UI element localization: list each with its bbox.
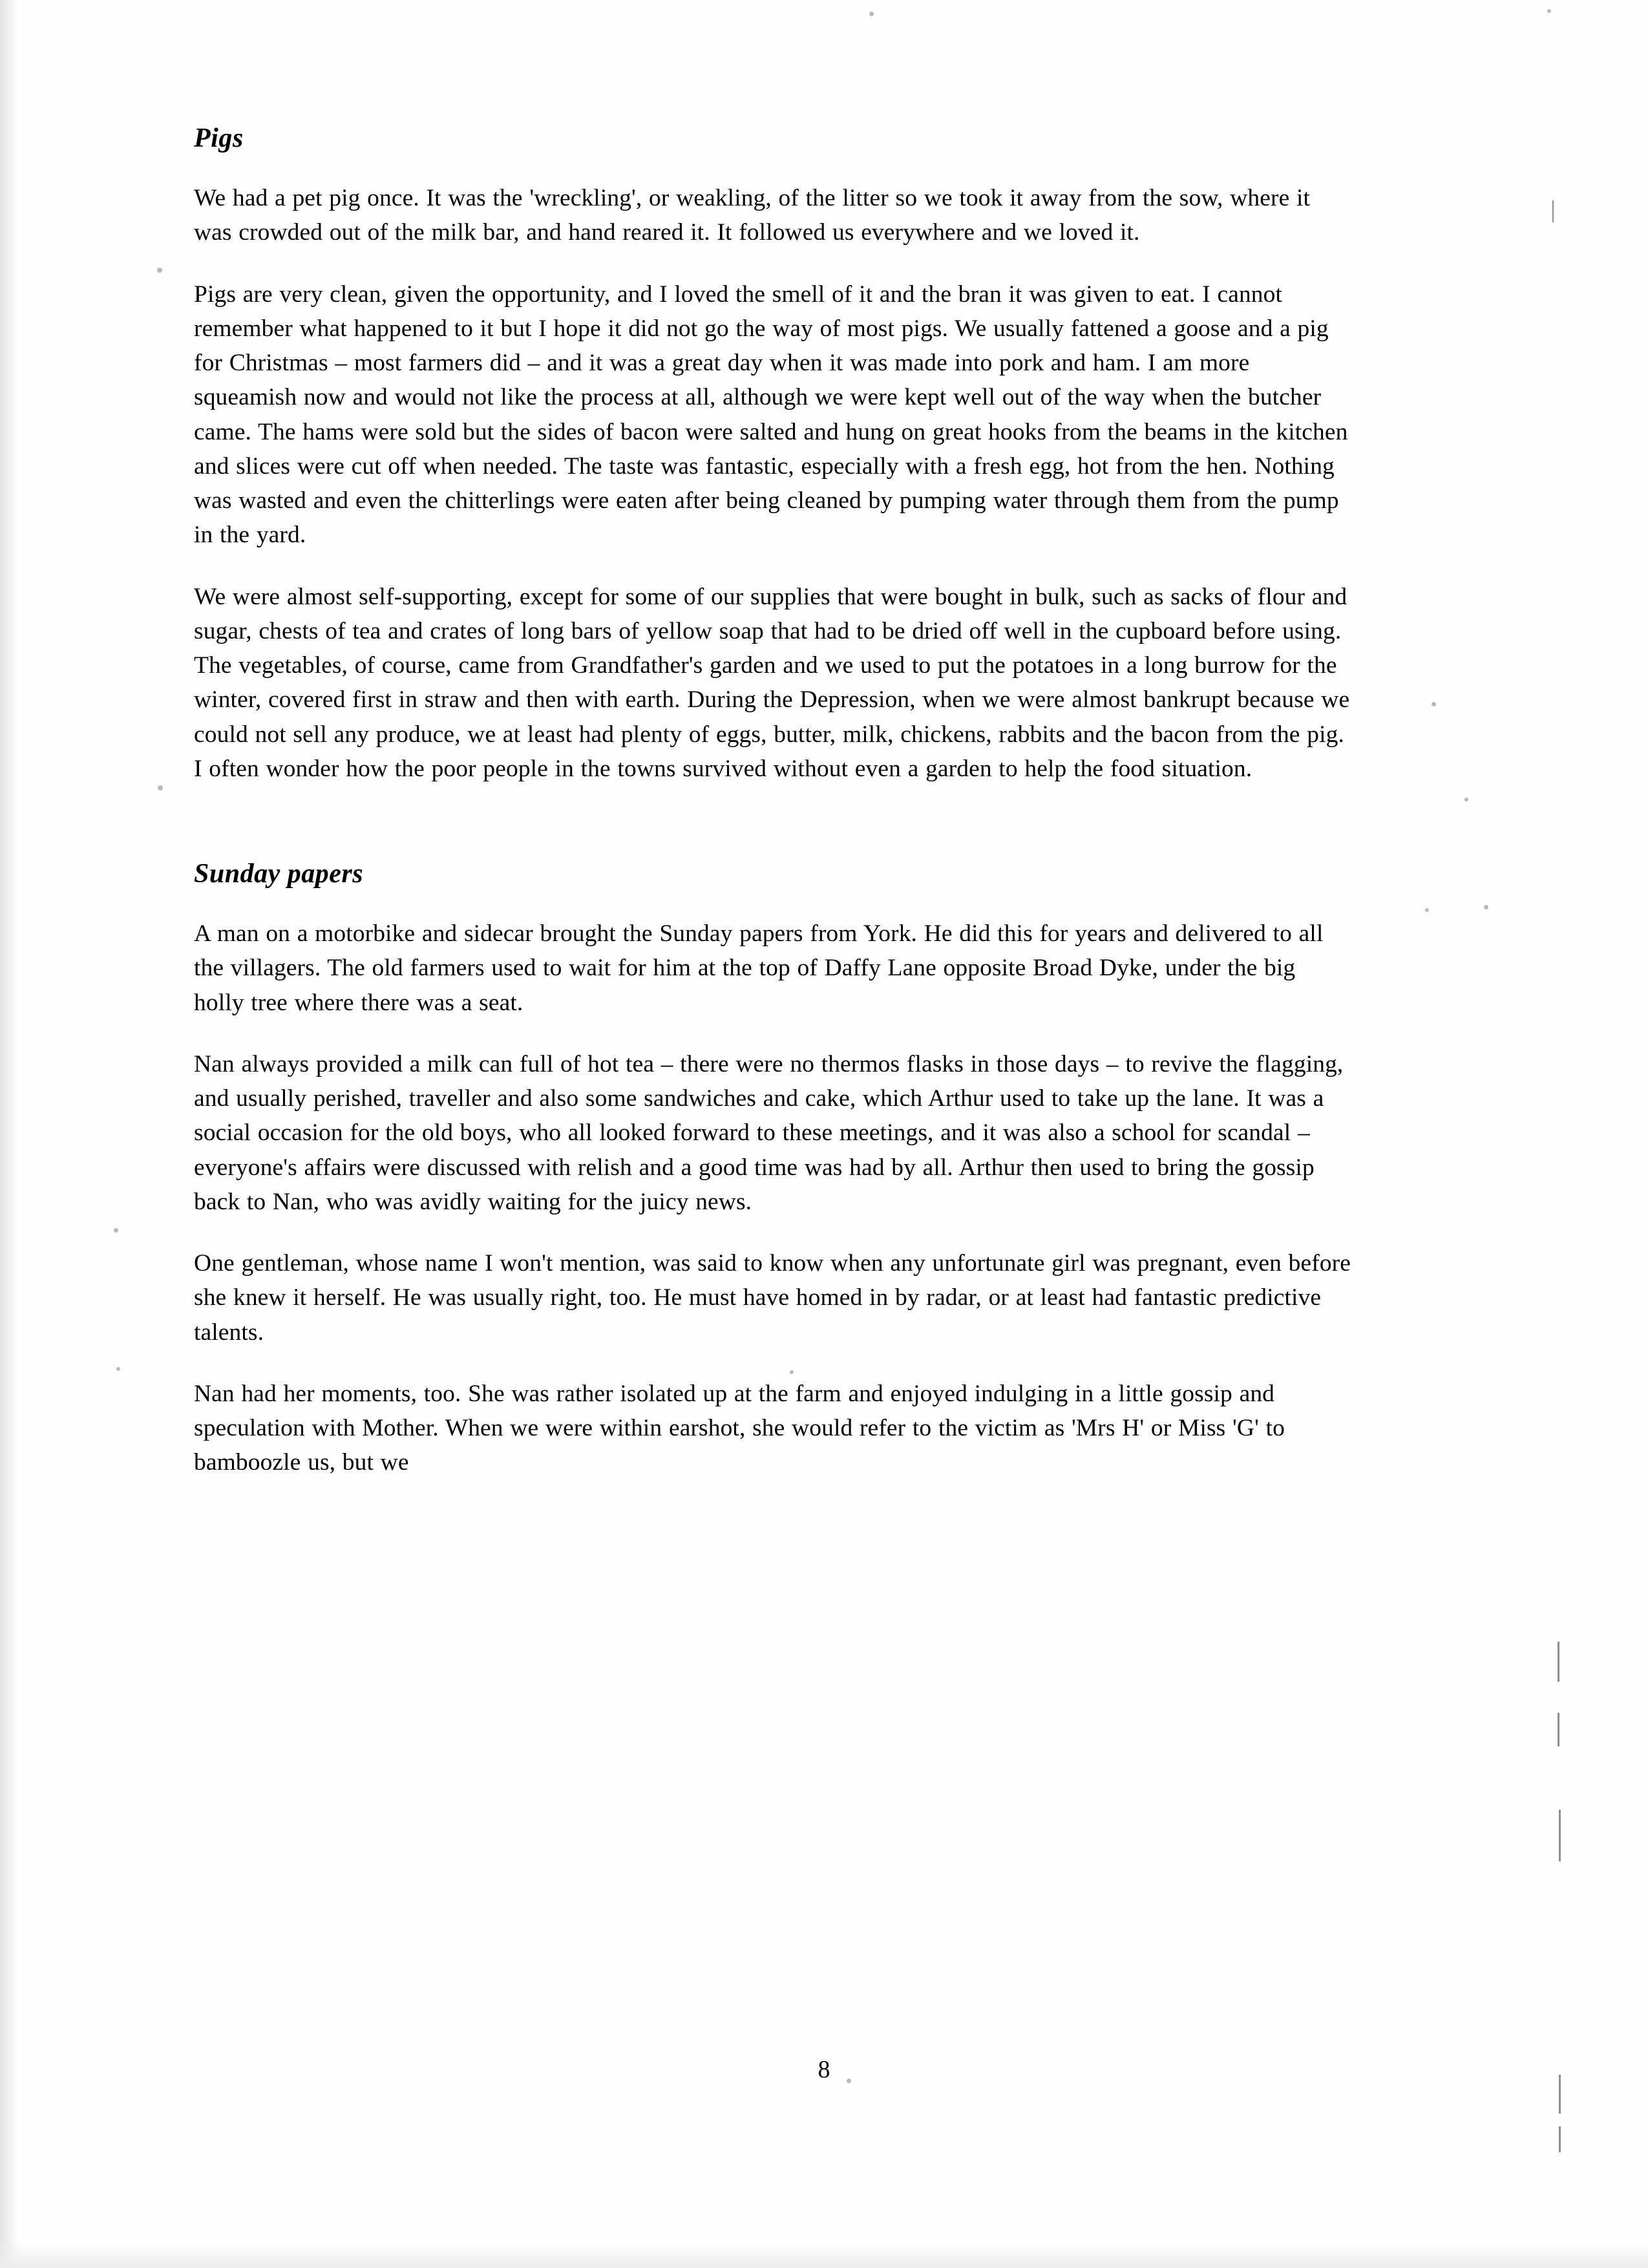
paragraph: We had a pet pig once. It was the 'wreckling', or weakling, of the litter so we took it away from the sow, where it was crowded out of the milk bar, and hand reared it. It followed us everywhere and we loved it. (194, 185, 1311, 246)
paragraph: Nan had her moments, too. She was rather isolated up at the farm and enjoyed indulging in a little gossip and speculation with Mother. When we were within earshot, she would refer to the victim as 'Mrs H' or Miss 'G' to bamboozle us, but we (194, 1380, 1285, 1476)
scan-edge-shading (0, 0, 18, 2268)
scan-speck (1431, 702, 1436, 706)
paragraph: Nan always provided a milk can full of hot tea – there were no thermos flasks in those days – to revive the flagging, and usually perished, traveller and also some sandwiches and cake, which Arthur used to take up the lane. It was a social occasion for the old boys, who all looked forward to these meetings, and it was also a school for scandal – everyone's affairs were discussed with relish and a good time was had by all. Arthur then used to bring the gossip back to Nan, who was avidly waiting for the juicy news. (194, 1050, 1344, 1215)
scan-edge-mark (1558, 1713, 1559, 1746)
scan-speck (1425, 908, 1429, 912)
scan-speck (1484, 905, 1488, 909)
page-number: 8 (818, 2056, 830, 2083)
section-heading-sunday-papers: Sunday papers (194, 859, 364, 889)
scan-speck (116, 1367, 120, 1371)
scan-edge-mark (1559, 1810, 1561, 1861)
paragraph: Pigs are very clean, given the opportunity, and I loved the smell of it and the bran it was given to eat. I cannot remember what happened to it but I hope it did not go the way of most pigs. We usually fattened a goose and a pig for Christmas – most farmers did – and it was a great day when it was made into pork and ham. I am more squeamish now and would not like the process at all, although we were kept well out of the way when the butcher came. The hams were sold but the sides of bacon were salted and hung on great hooks from the beams in the kitchen and slices were cut off when needed. The taste was fantastic, especially with a fresh egg, hot from the hen. Nothing was wasted and even the chitterlings were eaten after being cleaned by pumping water through them from the pump in the yard. (194, 281, 1348, 549)
scan-bottom-shading (0, 2242, 1648, 2268)
section-pigs (194, 123, 1351, 786)
scan-speck (157, 268, 162, 273)
section-sunday-papers (194, 858, 1351, 1480)
scan-speck (869, 12, 874, 16)
section-heading-pigs: Pigs (194, 123, 244, 153)
scan-edge-mark (1559, 2126, 1561, 2152)
paragraph: We were almost self-supporting, except for some of our supplies that were bought in bulk, such as sacks of flour and sugar, chests of tea and crates of long bars of yellow soap that had to be dried off well in the cupboard before using. The vegetables, of course, came from Grandfather's garden and we used to put the potatoes in a long burrow for the winter, covered first in straw and then with earth. During the Depression, when we were almost bankrupt because we could not sell any produce, we at least had plenty of eggs, butter, milk, chickens, rabbits and the bacon from the pig. I often wonder how the poor people in the towns survived without even a garden to help the food situation. (194, 583, 1350, 782)
scan-speck (158, 785, 163, 790)
paragraph: A man on a motorbike and sidecar brought the Sunday papers from York. He did this for years and delivered to all the villagers. The old farmers used to wait for him at the top of Daffy Lane opposite Broad Dyke, under the big holly tree where there was a seat. (194, 920, 1324, 1016)
scan-speck (1547, 9, 1551, 13)
paragraph: One gentleman, whose name I won't mention, was said to know when any unfortunate girl was pregnant, even before she knew it herself. He was usually right, too. He must have homed in by radar, or at least had fantastic predictive talents. (194, 1250, 1351, 1346)
scan-speck (1464, 798, 1468, 801)
scan-edge-mark (1558, 1642, 1559, 1682)
scan-edge-mark (1552, 200, 1554, 222)
scan-speck (114, 1228, 118, 1233)
document-body (194, 123, 1351, 1480)
